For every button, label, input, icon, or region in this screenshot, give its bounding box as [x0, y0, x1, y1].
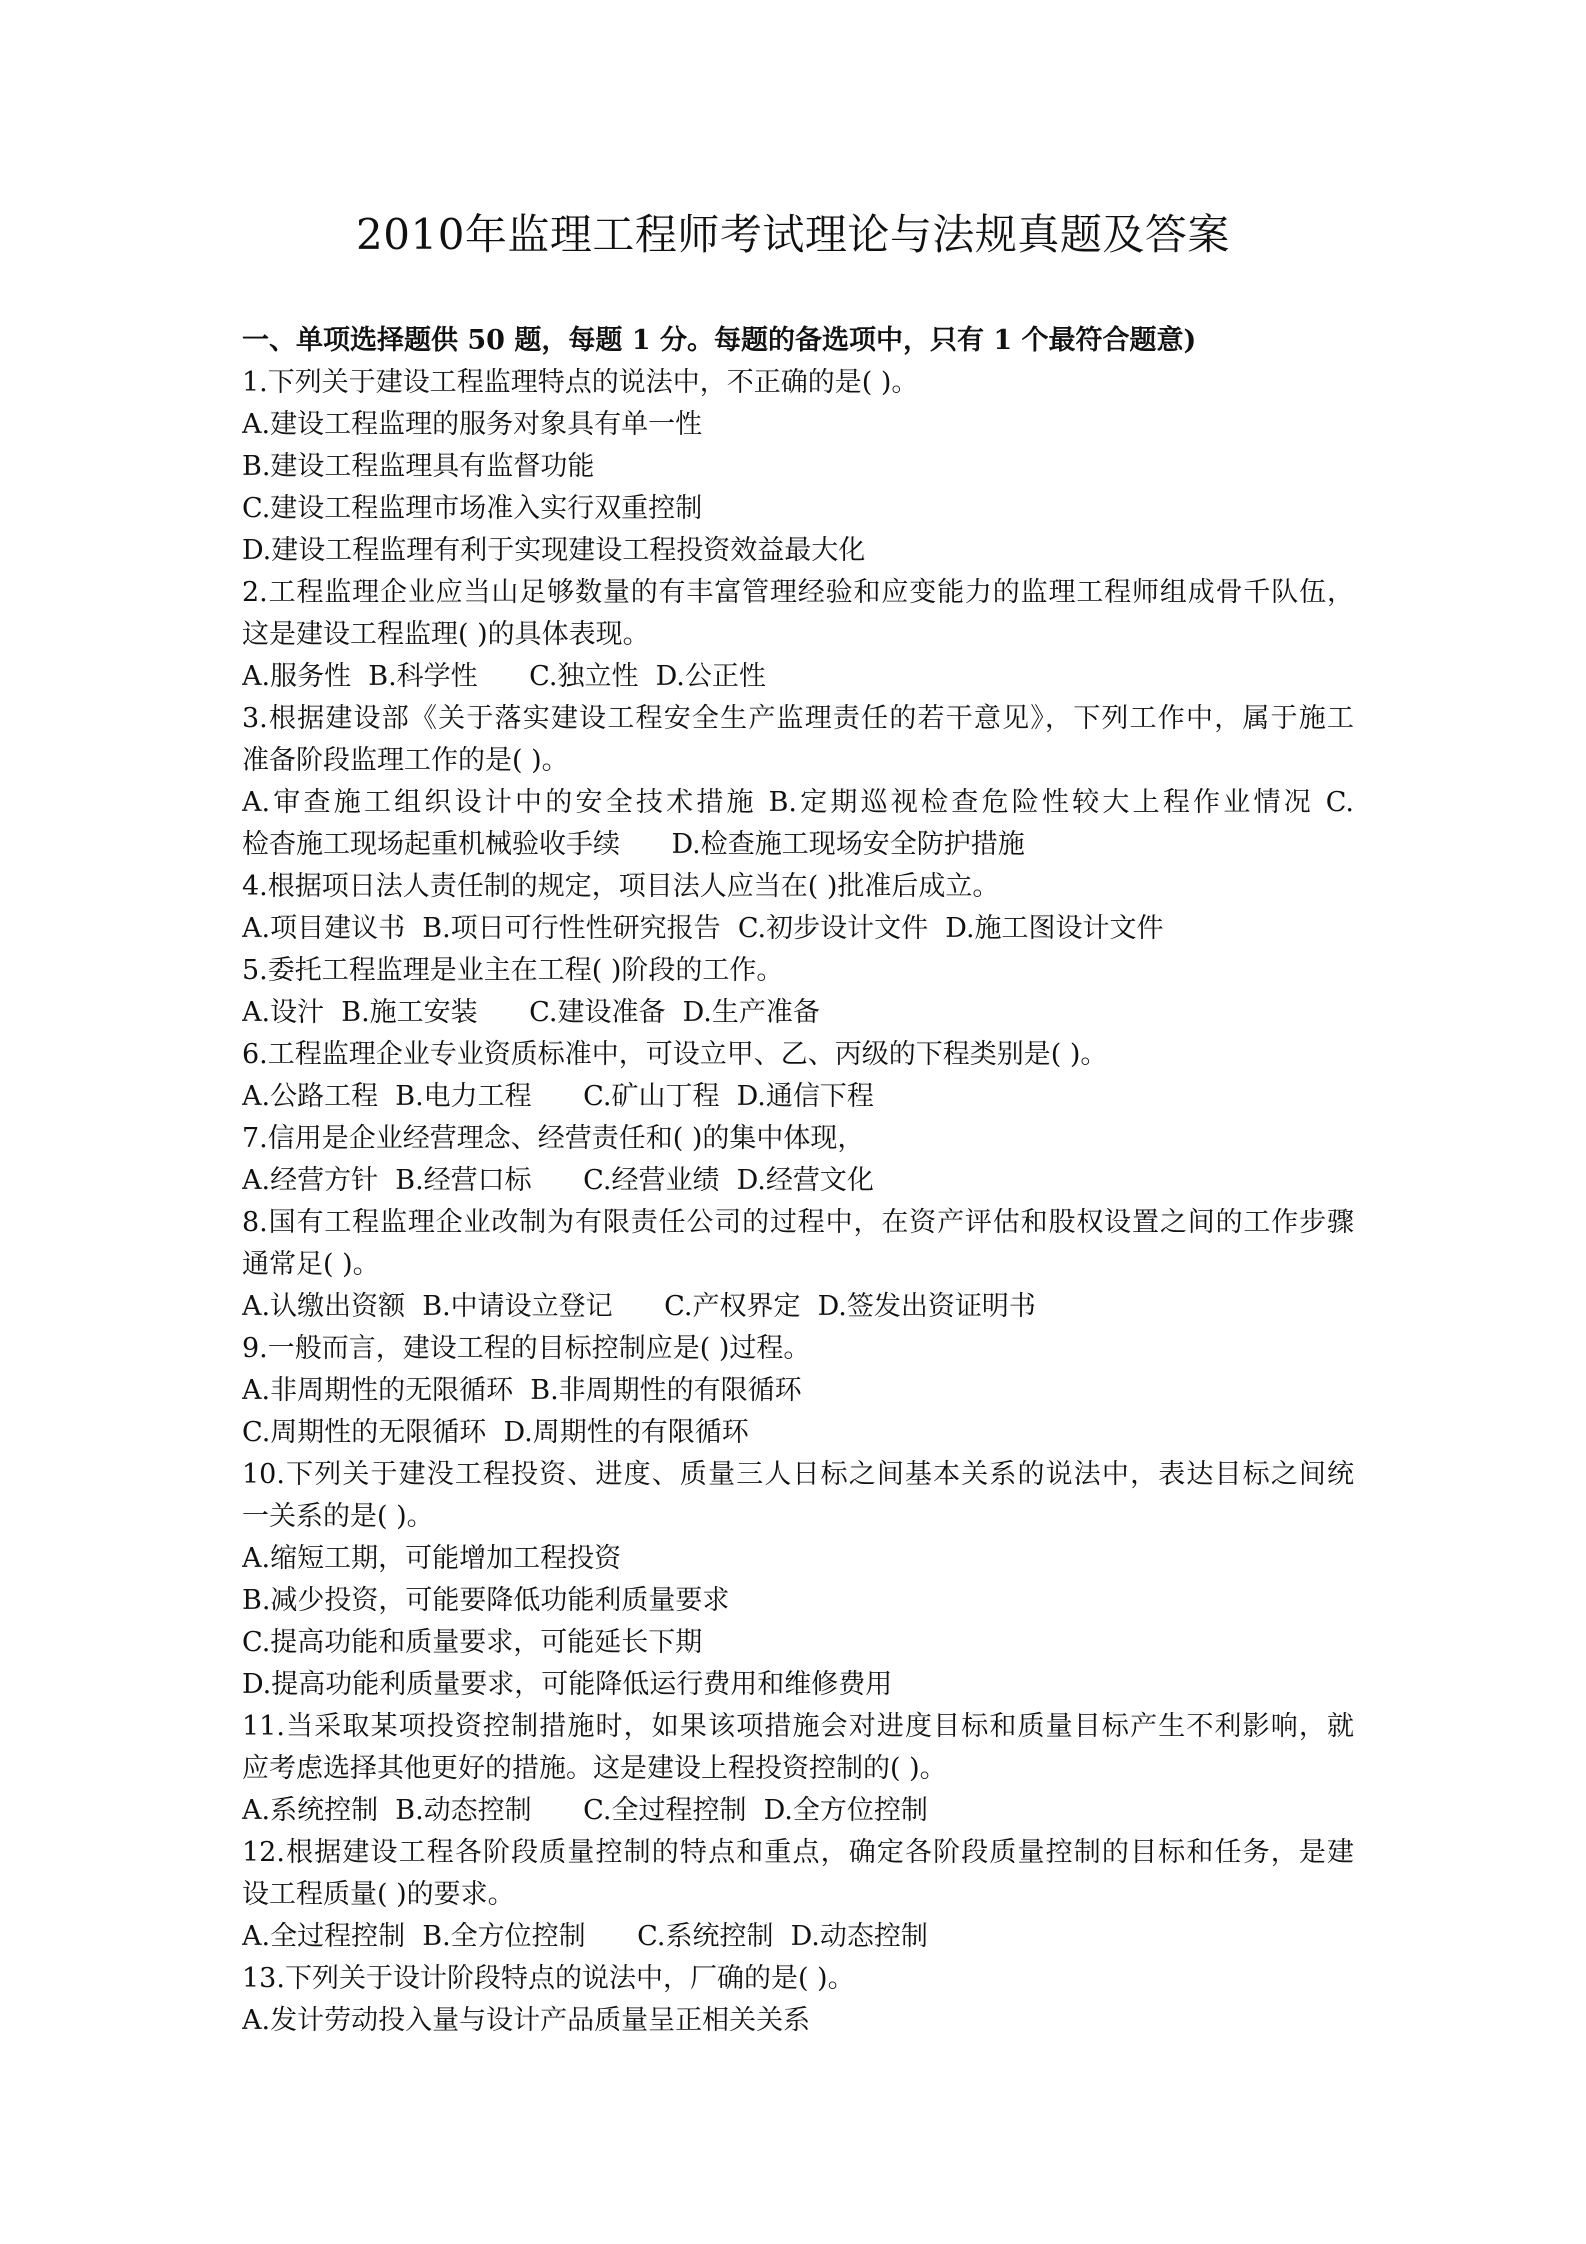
question-2-line-2: 这是建设工程监理( )的具体表现。	[242, 619, 650, 650]
question-12-line-2: 设工程质量( )的要求。	[242, 1879, 515, 1910]
question-1-option-b: B.建设工程监理具有监督功能	[242, 451, 595, 482]
question-10-option-a: A.缩短工期，可能增加工程投资	[242, 1543, 622, 1574]
question-4-options: A.项目建议书 B.项日可行性性研究报告 C.初步设计文件 D.施工图设计文件	[242, 913, 1164, 944]
question-10-option-b: B.减少投资，可能要降低功能利质量要求	[242, 1585, 730, 1616]
question-13-option-a: A.发计劳动投入量与设计产品质量呈正相关关系	[242, 2005, 811, 2036]
question-9-options-cd: C.周期性的无限循环 D.周期性的有限循环	[242, 1417, 749, 1448]
question-1-option-d: D.建设工程监理有利于实现建设工程投资效益最大化	[242, 535, 866, 566]
document-title: 2010年监理工程师考试理论与法规真题及答案	[356, 210, 1230, 259]
question-3-options-line-1: A.审查施工组织设计中的安全技术措施 B.定期巡视检查危险性较大上程作业情况 C.	[242, 787, 1354, 818]
question-5-options: A.设汁 B.施工安装 C.建设准备 D.生产准备	[242, 997, 820, 1028]
question-1-option-a: A.建设工程监理的服务对象具有单一性	[242, 409, 703, 440]
question-10-line-2: 一关系的是( )。	[242, 1501, 434, 1532]
question-10-option-c: C.提高功能和质量要求，可能延长下期	[242, 1627, 703, 1658]
question-8-line-1: 8.国有工程监理企业改制为有限责任公司的过程中，在资产评估和股权设置之间的工作步骤	[242, 1207, 1354, 1238]
question-11-line-2: 应考虑选择其他更好的措施。这是建设上程投资控制的( )。	[242, 1753, 947, 1784]
question-11-options: A.系统控制 B.动态控制 C.全过程控制 D.全方位控制	[242, 1795, 928, 1826]
question-4: 4.根据项日法人责任制的规定，项目法人应当在( )批准后成立。	[242, 871, 1000, 902]
question-12-line-1: 12.根据建设工程各阶段质量控制的特点和重点，确定各阶段质量控制的目标和任务，是建	[242, 1837, 1354, 1868]
document-body	[242, 320, 1354, 2042]
question-6-options: A.公路工程 B.电力工程 C.矿山丁程 D.通信下程	[242, 1081, 874, 1112]
question-3-line-2: 准备阶段监理工作的是( )。	[242, 745, 569, 776]
question-2-options: A.服务性 B.科学性 C.独立性 D.公正性	[242, 661, 766, 692]
question-5: 5.委托工程监理是业主在工程( )阶段的工作。	[242, 955, 784, 986]
question-1-option-c: C.建设工程监理市场准入实行双重控制	[242, 493, 703, 524]
question-1: 1.下列关于建设工程监理特点的说法中，不正确的是( )。	[242, 367, 919, 398]
question-11-line-1: 11.当采取某项投资控制措施时，如果该项措施会对进度目标和质量目标产生不利影响，就	[242, 1711, 1354, 1742]
section-heading: 一、单项选择题供 50 题，每题 1 分。每题的备选项中，只有 1 个最符合题意)	[242, 325, 1197, 356]
question-9-options-ab: A.非周期性的无限循环 B.非周期性的有限循环	[242, 1375, 802, 1406]
question-7: 7.信用是企业经营理念、经营责任和( )的集中体现，	[242, 1123, 865, 1154]
question-12-options: A.全过程控制 B.全方位控制 C.系统控制 D.动态控制	[242, 1921, 928, 1952]
question-8-options: A.认缴出资额 B.中请设立登记 C.产权界定 D.签发出资证明书	[242, 1291, 1036, 1322]
question-10-option-d: D.提高功能利质量要求，可能降低运行费用和维修费用	[242, 1669, 893, 1700]
question-6: 6.工程监理企业专业资质标准中，可设立甲、乙、丙级的下程类别是( )。	[242, 1039, 1108, 1070]
question-7-options: A.经营方针 B.经营口标 C.经营业绩 D.经营文化	[242, 1165, 874, 1196]
question-3-options-line-2: 检杳施工现场起重机械验收手续 D.检查施工现场安全防护措施	[242, 829, 1025, 860]
question-10-line-1: 10.下列关于建没工程投资、进度、质量三人日标之间基本关系的说法中，表达目标之间统	[242, 1459, 1354, 1490]
question-9: 9.一般而言，建设工程的目标控制应是( )过程。	[242, 1333, 811, 1364]
question-3-line-1: 3.根据建设部《关于落实建设工程安全生产监理责任的若干意见》，下列工作中，属于施工	[242, 703, 1354, 734]
question-2-line-1: 2.工程监理企业应当山足够数量的有丰富管理经验和应变能力的监理工程师组成骨千队伍，	[242, 577, 1354, 608]
question-13: 13.下列关于设计阶段特点的说法中，厂确的是( )。	[242, 1963, 855, 1994]
question-8-line-2: 通常足( )。	[242, 1249, 380, 1280]
